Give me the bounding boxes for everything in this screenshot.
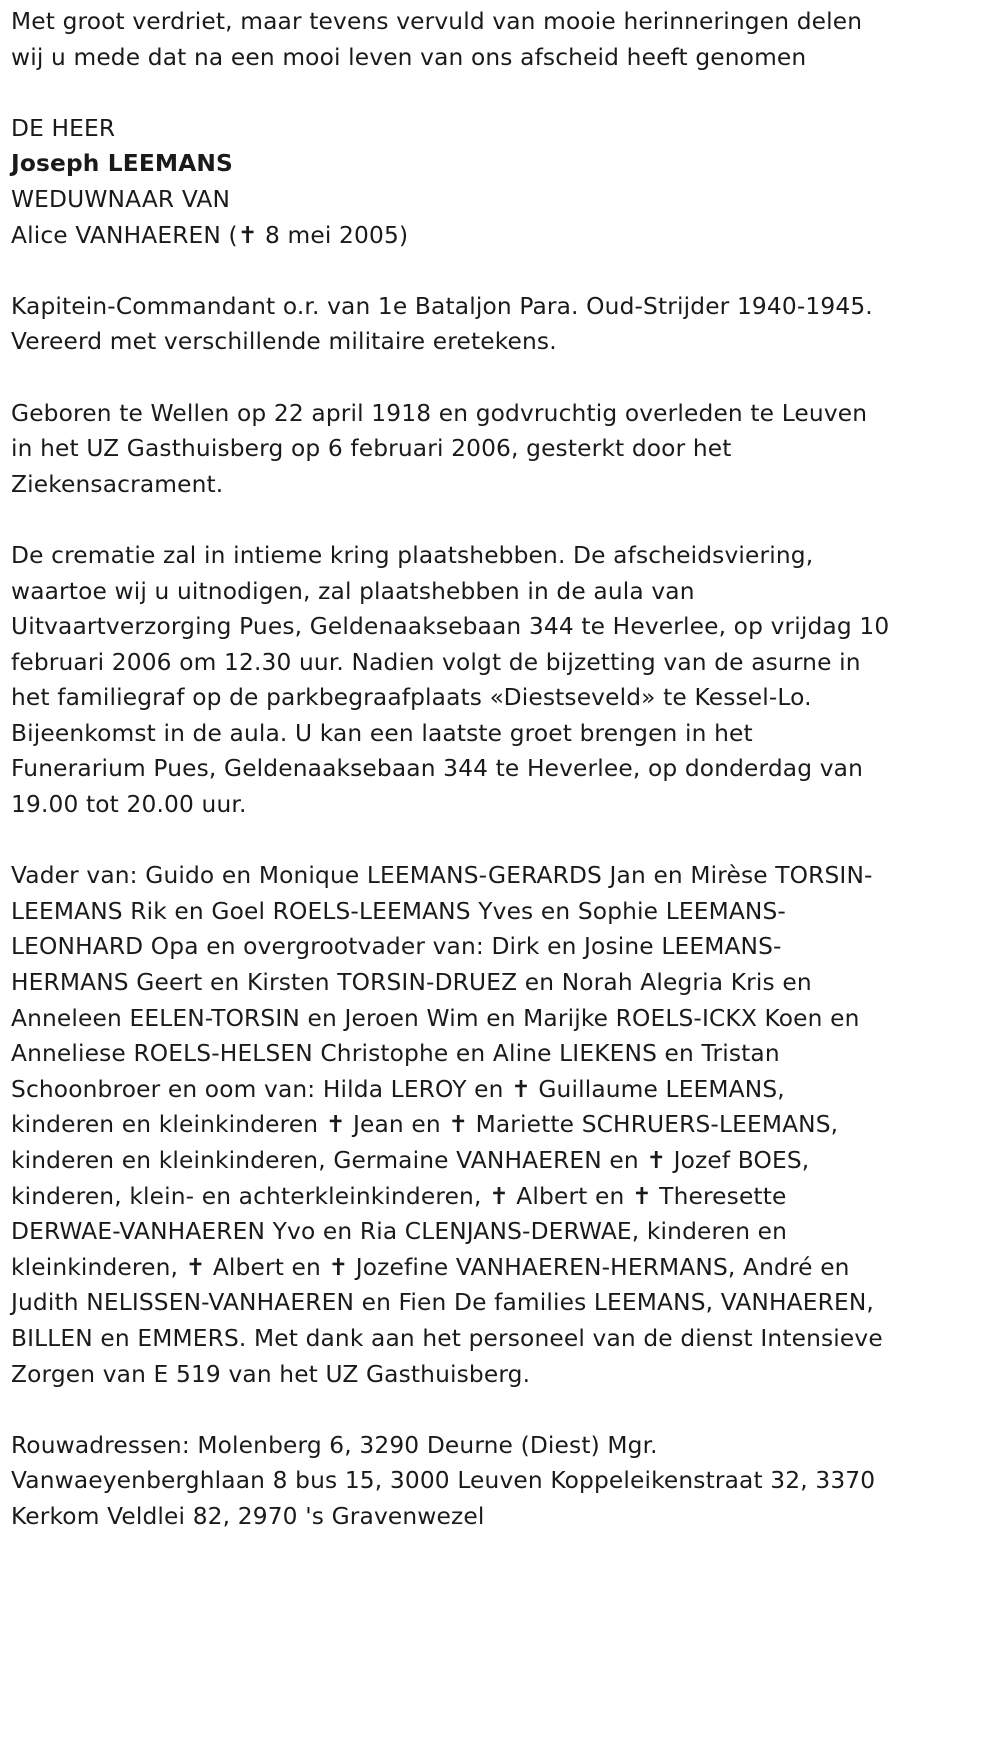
- ceremony-paragraph: [11, 538, 992, 823]
- family-line: LEEMANS Rik en Goel ROELS-LEEMANS Yves en Sophie LEEMANS-: [11, 897, 786, 925]
- addresses-line: Kerkom Veldlei 82, 2970 's Gravenwezel: [11, 1502, 485, 1530]
- ceremony-line: Bijeenkomst in de aula. U kan een laatste groet brengen in het: [11, 719, 753, 747]
- ceremony-line: Funerarium Pues, Geldenaaksebaan 344 te Heverlee, op donderdag van: [11, 755, 863, 783]
- ceremony-line: Uitvaartverzorging Pues, Geldenaaksebaan 344 te Heverlee, op vrijdag 10: [11, 613, 890, 641]
- family-line: Zorgen van E 519 van het UZ Gasthuisberg.: [11, 1360, 531, 1388]
- family-line: Schoonbroer en oom van: Hilda LEROY en ✝ Guillaume LEEMANS,: [11, 1075, 785, 1103]
- deceased-status: WEDUWNAAR VAN: [11, 185, 231, 213]
- intro-paragraph: [11, 4, 992, 75]
- career-line: Kapitein-Commandant o.r. van 1e Bataljon Para. Oud-Strijder 1940-1945.: [11, 292, 873, 320]
- addresses-line: Vanwaeyenberghlaan 8 bus 15, 3000 Leuven Koppeleikenstraat 32, 3370: [11, 1467, 876, 1495]
- deceased-name: Joseph LEEMANS: [11, 150, 233, 178]
- family-line: HERMANS Geert en Kirsten TORSIN-DRUEZ en Norah Alegria Kris en: [11, 969, 812, 997]
- career-line: Vereerd met verschillende militaire eretekens.: [11, 328, 557, 356]
- family-line: BILLEN en EMMERS. Met dank aan het personeel van de dienst Intensieve: [11, 1324, 883, 1352]
- birth-death-line: in het UZ Gasthuisberg op 6 februari 2006, gesterkt door het: [11, 435, 732, 463]
- deceased-title: DE HEER: [11, 114, 116, 142]
- family-line: Anneleen EELEN-TORSIN en Jeroen Wim en Marijke ROELS-ICKX Koen en: [11, 1004, 860, 1032]
- family-line: Vader van: Guido en Monique LEEMANS-GERARDS Jan en Mirèse TORSIN-: [11, 862, 873, 890]
- family-line: kinderen, klein- en achterkleinkinderen, ✝ Albert en ✝ Theresette: [11, 1182, 787, 1210]
- birth-death-line: Ziekensacrament.: [11, 470, 224, 498]
- ceremony-line: 19.00 tot 20.00 uur.: [11, 791, 247, 819]
- career-paragraph: [11, 289, 992, 360]
- addresses-paragraph: [11, 1428, 992, 1535]
- deceased-spouse: Alice VANHAEREN (✝ 8 mei 2005): [11, 221, 409, 249]
- ceremony-line: waartoe wij u uitnodigen, zal plaatshebben in de aula van: [11, 577, 695, 605]
- family-line: LEONHARD Opa en overgrootvader van: Dirk en Josine LEEMANS-: [11, 933, 782, 961]
- intro-line: wij u mede dat na een mooi leven van ons afscheid heeft genomen: [11, 43, 807, 71]
- family-line: kinderen en kleinkinderen ✝ Jean en ✝ Mariette SCHRUERS-LEEMANS,: [11, 1111, 839, 1139]
- ceremony-line: het familiegraf op de parkbegraafplaats «Diestseveld» te Kessel-Lo.: [11, 684, 812, 712]
- family-line: kinderen en kleinkinderen, Germaine VANHAEREN en ✝ Jozef BOES,: [11, 1147, 810, 1174]
- family-line: kleinkinderen, ✝ Albert en ✝ Jozefine VANHAEREN-HERMANS, André en: [11, 1253, 850, 1281]
- birth-death-line: Geboren te Wellen op 22 april 1918 en godvruchtig overleden te Leuven: [11, 399, 868, 427]
- family-line: Judith NELISSEN-VANHAEREN en Fien De families LEEMANS, VANHAEREN,: [11, 1289, 874, 1317]
- family-paragraph: [11, 858, 992, 1392]
- addresses-line: Rouwadressen: Molenberg 6, 3290 Deurne (Diest) Mgr.: [11, 1431, 658, 1459]
- ceremony-line: De crematie zal in intieme kring plaatshebben. De afscheidsviering,: [11, 541, 814, 569]
- family-line: Anneliese ROELS-HELSEN Christophe en Aline LIEKENS en Tristan: [11, 1040, 780, 1068]
- ceremony-line: februari 2006 om 12.30 uur. Nadien volgt de bijzetting van de asurne in: [11, 648, 861, 676]
- family-line: DERWAE-VANHAEREN Yvo en Ria CLENJANS-DERWAE, kinderen en: [11, 1218, 788, 1246]
- deceased-block: [11, 111, 992, 253]
- intro-line: Met groot verdriet, maar tevens vervuld van mooie herinneringen delen: [11, 8, 863, 35]
- birth-death-paragraph: [11, 396, 992, 503]
